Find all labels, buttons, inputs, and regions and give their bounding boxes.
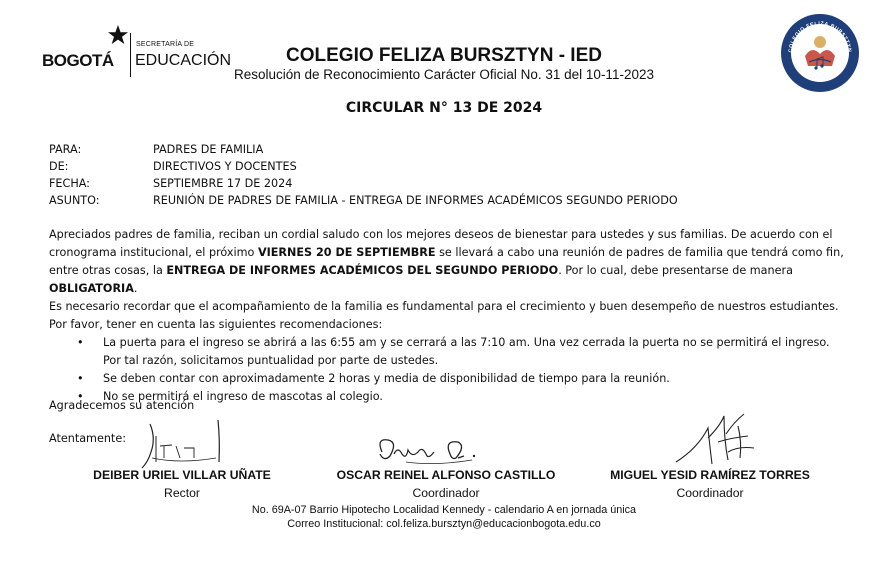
svg-text:I.E.D — [813, 75, 826, 82]
meta-row-fecha — [49, 175, 678, 192]
list-item: • No se permitirá el ingreso de mascotas al colegio. — [49, 388, 849, 406]
signature-role-coordinator-2: Coordinador — [676, 486, 744, 500]
recommendations-list — [49, 334, 849, 406]
logo-city-text: BOGOTÁ — [42, 51, 114, 70]
text-span: . — [133, 282, 138, 295]
school-seal — [779, 12, 861, 94]
bold-purpose: ENTREGA DE INFORMES ACADÉMICOS DEL SEGUNDO PERIODO — [166, 264, 559, 277]
meta-label: DE: — [49, 160, 69, 173]
circular-meta — [49, 141, 678, 209]
seal-top-text: COLEGIO FELIZA BURSZTYN — [787, 20, 853, 53]
paragraph-recommendations: Por favor, tener en cuenta las siguientes recomendaciones: — [49, 318, 383, 331]
seal-bottom-text: I.E.D — [813, 74, 827, 82]
logo-secretaria-text: SECRETARÍA DE — [136, 41, 195, 48]
closing-regards: Atentamente: — [49, 432, 126, 445]
resolution-line: Resolución de Reconocimiento Carácter Oficial No. 31 del 10-11-2023 — [234, 67, 654, 82]
circular-body — [49, 226, 849, 406]
meta-label: PARA: — [49, 143, 82, 156]
text-span: . Por lo cual, debe presentarse de manera — [558, 264, 793, 277]
meta-value: REUNIÓN DE PADRES DE FAMILIA - ENTREGA DE INFORMES ACADÉMICOS SEGUNDO PERIODO — [153, 194, 678, 207]
bold-mandatory: OBLIGATORIA — [49, 282, 134, 295]
text-span: Apreciados padres de familia, reciban un cordial saludo con los mejores deseos de bienestar para ustedes y sus familias. De acuerdo con el cronograma institucional, el próximo — [49, 228, 833, 259]
signature-coordinator-2 — [668, 408, 768, 470]
footer-email: Correo Institucional: col.feliza.bursztyn@educacionbogota.edu.co — [287, 518, 601, 530]
meta-value: SEPTIEMBRE 17 DE 2024 — [153, 177, 293, 190]
school-name: COLEGIO FELIZA BURSZTYN - IED — [286, 45, 602, 66]
signature-name-rector: DEIBER URIEL VILLAR UÑATE — [93, 468, 271, 482]
signature-role-coordinator-1: Coordinador — [412, 486, 480, 500]
bold-date: VIERNES 20 DE SEPTIEMBRE — [257, 246, 436, 259]
signature-name-coordinator-1: OSCAR REINEL ALFONSO CASTILLO — [336, 468, 556, 482]
signature-name-coordinator-2: MIGUEL YESID RAMÍREZ TORRES — [610, 468, 810, 482]
signature-role-rector: Rector — [164, 486, 200, 500]
meta-row-para — [49, 141, 678, 158]
meta-value: PADRES DE FAMILIA — [153, 143, 264, 156]
closing-thanks: Agradecemos su atención — [49, 399, 195, 412]
text-span: se llevará a cabo una reunión de padres de familia que tendrá como fin, entre otras cosas, la — [49, 246, 844, 277]
paragraph-intro — [49, 226, 849, 298]
paragraph-family: Es necesario recordar que el acompañamiento de la familia es fundamental para el crecimiento y buen desempeño de nuestros estudiantes. — [49, 300, 839, 313]
star-icon — [107, 24, 129, 46]
list-item: • Se deben contar con aproximadamente 2 horas y media de disponibilidad de tiempo para la reunión. — [49, 370, 849, 388]
meta-row-de — [49, 158, 678, 175]
circular-title: CIRCULAR N° 13 DE 2024 — [345, 100, 543, 116]
list-item: • La puerta para el ingreso se abrirá a las 6:55 am y se cerrará a las 7:10 am. Una vez cerrada la puerta no se permitirá el ingreso. Por tal razón, solicitamos puntualidad por parte de ustedes. — [49, 334, 849, 370]
signature-coordinator-1 — [372, 432, 492, 472]
meta-row-asunto — [49, 192, 678, 209]
signature-rector — [120, 418, 240, 470]
meta-label: ASUNTO: — [49, 194, 100, 207]
meta-label: FECHA: — [49, 177, 90, 190]
logo-educacion-text: EDUCACIÓN — [135, 52, 232, 69]
footer-address: No. 69A-07 Barrio Hipotecho Localidad Kennedy - calendario A en jornada única — [251, 504, 637, 516]
meta-value: DIRECTIVOS Y DOCENTES — [153, 160, 297, 173]
